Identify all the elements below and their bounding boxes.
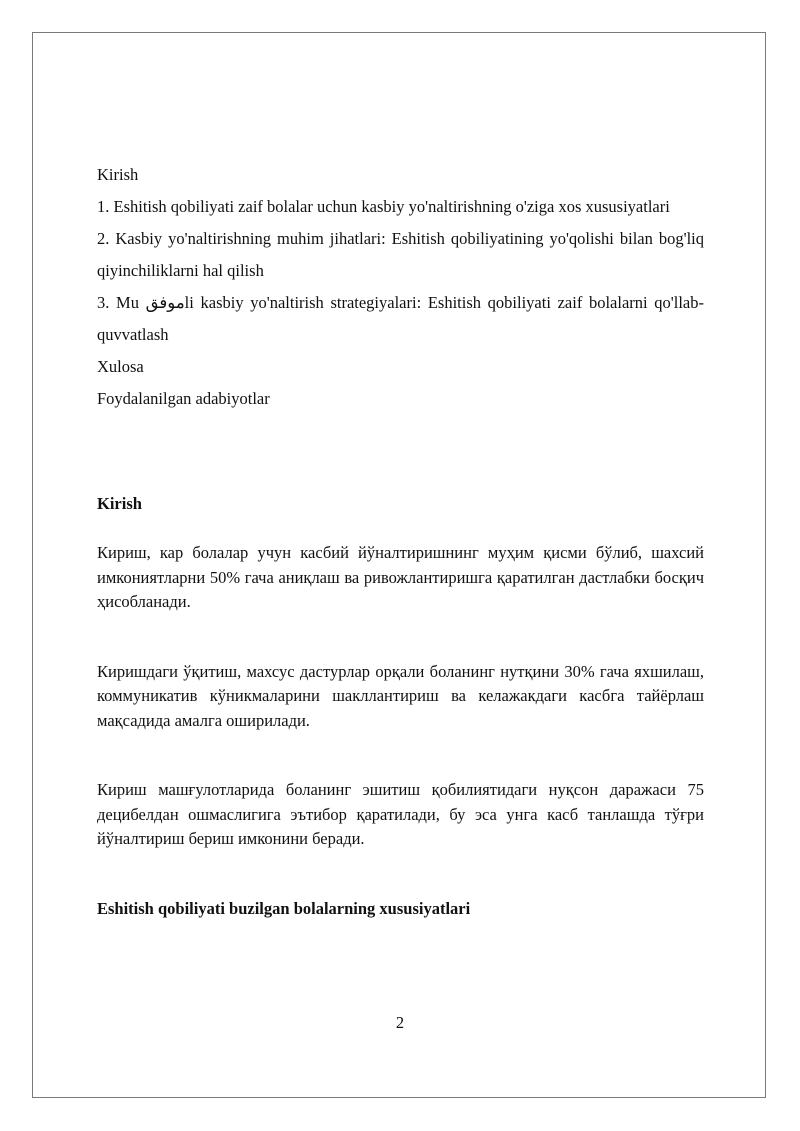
table-of-contents (97, 159, 704, 415)
section-heading-features: Eshitish qobiliyati buzilgan bolalarning xususiyatlari (97, 898, 471, 918)
page-content (97, 159, 704, 920)
toc-conclusion: Xulosa (97, 357, 144, 376)
toc-intro: Kirish (97, 165, 139, 184)
toc-item-2: 2. Kasbiy yo'naltirishning muhim jihatlari: Eshitish qobiliyatining yo'qolishi bilan bog'liq qiyinchiliklarni hal qilish (97, 229, 704, 280)
paragraph-2: Киришдаги ўқитиш, махсус дастурлар орқали боланинг нутқини 30% гача яхшилаш, коммуникатив кўникмаларини шакллантириш ва келажакдаги касбга тайёрлаш мақсадида амалга оширилади. (97, 661, 704, 730)
paragraph-1: Кириш, кар болалар учун касбий йўналтиришнинг муҳим қисми бўлиб, шахсий имкониятларни 50% гача аниқлаш ва ривожлантиришга қаратилган дастлабки босқич ҳисобланади. (97, 543, 704, 611)
toc-item-3: 3. Mu موفقli kasbiy yo'naltirish strategiyalari: Eshitish qobiliyati zaif bolalarni qo'llab-quvvatlash (97, 293, 704, 344)
paragraph-3: Кириш машғулотларида боланинг эшитиш қобилиятидаги нуқсон даражаси 75 децибелдан ошмаслигига эътибор қаратилади, бу эса унга касб танлашда тўғри йўналтириш бериш имконини беради. (97, 780, 704, 848)
document-page (32, 32, 766, 1098)
section-heading-kirish: Kirish (97, 494, 142, 513)
page-number: 2 (395, 1013, 405, 1032)
toc-references: Foydalanilgan adabiyotlar (97, 389, 270, 408)
toc-item-1: 1. Eshitish qobiliyati zaif bolalar uchun kasbiy yo'naltirishning o'ziga xos xususiyatlari (97, 197, 670, 216)
